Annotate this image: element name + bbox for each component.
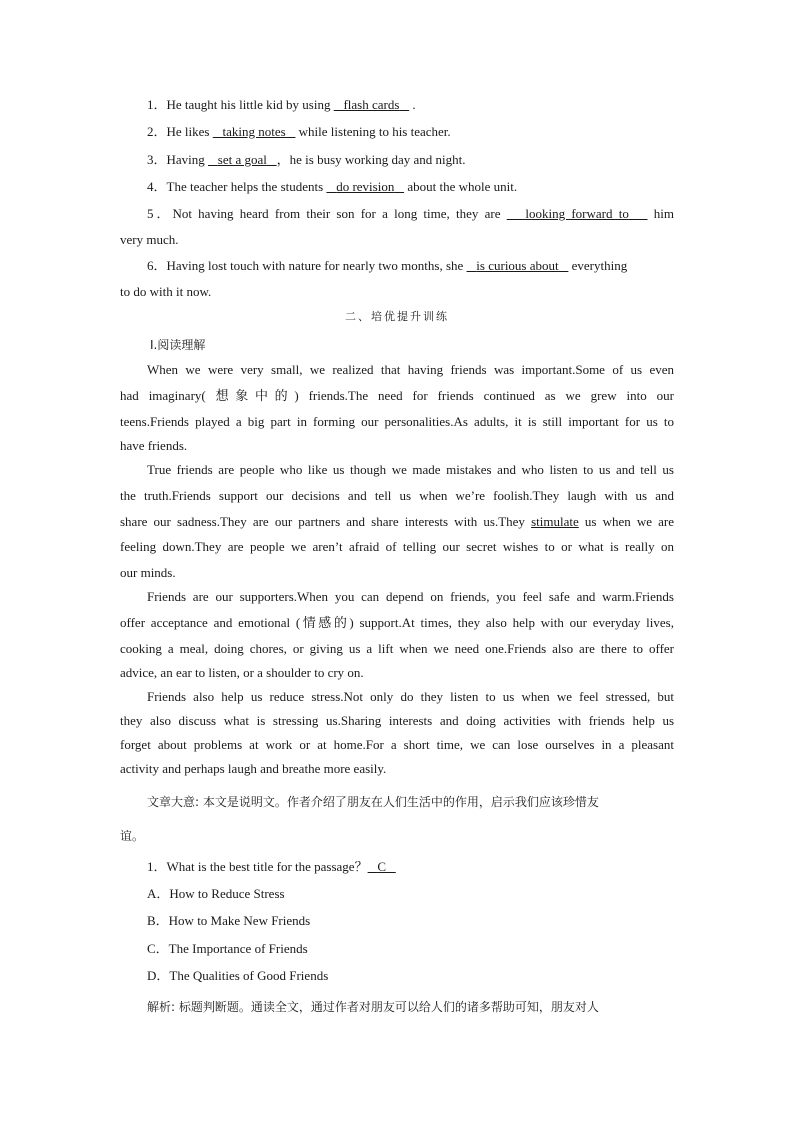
option-c: C．The Importance of Friends: [147, 941, 308, 956]
summary-line: 谊。: [120, 829, 145, 843]
reading-label: Ⅰ.阅读理解: [150, 338, 206, 352]
passage-line: Friends also help us reduce stress.Not only do they listen to us when we feel stressed, but: [147, 689, 674, 704]
passage-line: feeling down.They are people we aren’t afraid of telling our secret wishes to or what is really on: [120, 539, 674, 554]
passage-line: our minds.: [120, 565, 176, 580]
section-heading: 二、培优提升训练: [345, 310, 449, 323]
passage-line: True friends are people who like us though we made mistakes and who listen to us and tell us: [147, 462, 674, 477]
option-a: A．How to Reduce Stress: [147, 886, 285, 901]
item-number: 3．: [147, 152, 167, 167]
item-number: 4．: [147, 179, 167, 194]
exercise-item-1: 1．He taught his little kid by using flash cards .: [147, 97, 416, 112]
analysis-line: 解析: 标题判断题。通读全文，通过作者对朋友可以给人们的诸多帮助可知，朋友对人: [147, 1000, 599, 1014]
exercise-item-4: 4．The teacher helps the students do revision about the whole unit.: [147, 179, 518, 194]
item-number: 6．: [147, 258, 167, 273]
answer-blank: flash cards: [343, 97, 400, 112]
answer-blank: is curious about: [476, 258, 559, 273]
answer-blank: C: [377, 859, 387, 874]
passage-line: share our sadness.They are our partners and share interests with us.They stimulate us when we are: [120, 514, 675, 529]
summary-line: 文章大意: 本文是说明文。作者介绍了朋友在人们生活中的作用，启示我们应该珍惜友: [147, 795, 599, 809]
question-stem: 1．What is the best title for the passage？ C: [147, 858, 674, 876]
passage-line: cooking a meal, doing chores, or giving us a lift when we need one.Friends also are there to offer: [120, 641, 674, 656]
exercise-item-6: 6．Having lost touch with nature for nearly two months, she is curious about everything: [147, 258, 628, 273]
exercise-item-5-cont: very much.: [120, 232, 179, 247]
passage-line: forget about problems at work or at home.For a short time, we can lose ourselves in a pleasant: [120, 737, 674, 752]
exercise-item-3: 3．Having set a goal ，he is busy working day and night.: [147, 152, 466, 167]
option-b: B．How to Make New Friends: [147, 913, 311, 928]
passage-line: have friends.: [120, 438, 188, 453]
passage-line: advice, an ear to listen, or a shoulder to cry on.: [120, 665, 364, 680]
answer-blank: set a goal: [217, 152, 267, 167]
item-number: 5．: [147, 206, 173, 221]
option-d: D．The Qualities of Good Friends: [147, 968, 329, 983]
passage-line: offer acceptance and emotional (情感的) support.At times, they also help with our everyday lives,: [120, 615, 674, 630]
passage-line: the truth.Friends support our decisions and tell us when we’re foolish.They laugh with us and: [120, 488, 674, 503]
passage-line: activity and perhaps laugh and breathe more easily.: [120, 761, 387, 776]
exercise-item-6-cont: to do with it now.: [120, 284, 212, 299]
passage-line: teens.Friends played a big part in forming our personalities.As adults, it is still important for us to: [120, 414, 674, 429]
exercise-item-5: 5．Not having heard from their son for a long time, they are looking forward to him: [147, 206, 674, 221]
answer-blank: taking notes: [222, 124, 286, 139]
exercise-item-2: 2．He likes taking notes while listening to his teacher.: [147, 124, 451, 139]
passage-line: When we were very small, we realized that having friends was important.Some of us even: [147, 362, 674, 377]
answer-blank: do revision: [336, 179, 395, 194]
item-number: 2．: [147, 124, 167, 139]
underlined-word: stimulate: [531, 514, 579, 529]
passage-line: had imaginary( 想象中的) friends.The need for friends continued as we grew into our: [120, 388, 674, 403]
passage-line: they also discuss what is stressing us.Sharing interests and doing activities with friends help us: [120, 713, 674, 728]
answer-blank: looking forward to: [525, 206, 629, 221]
item-number: 1．: [147, 97, 167, 112]
passage-line: Friends are our supporters.When you can depend on friends, you feel safe and warm.Friends: [147, 589, 674, 604]
